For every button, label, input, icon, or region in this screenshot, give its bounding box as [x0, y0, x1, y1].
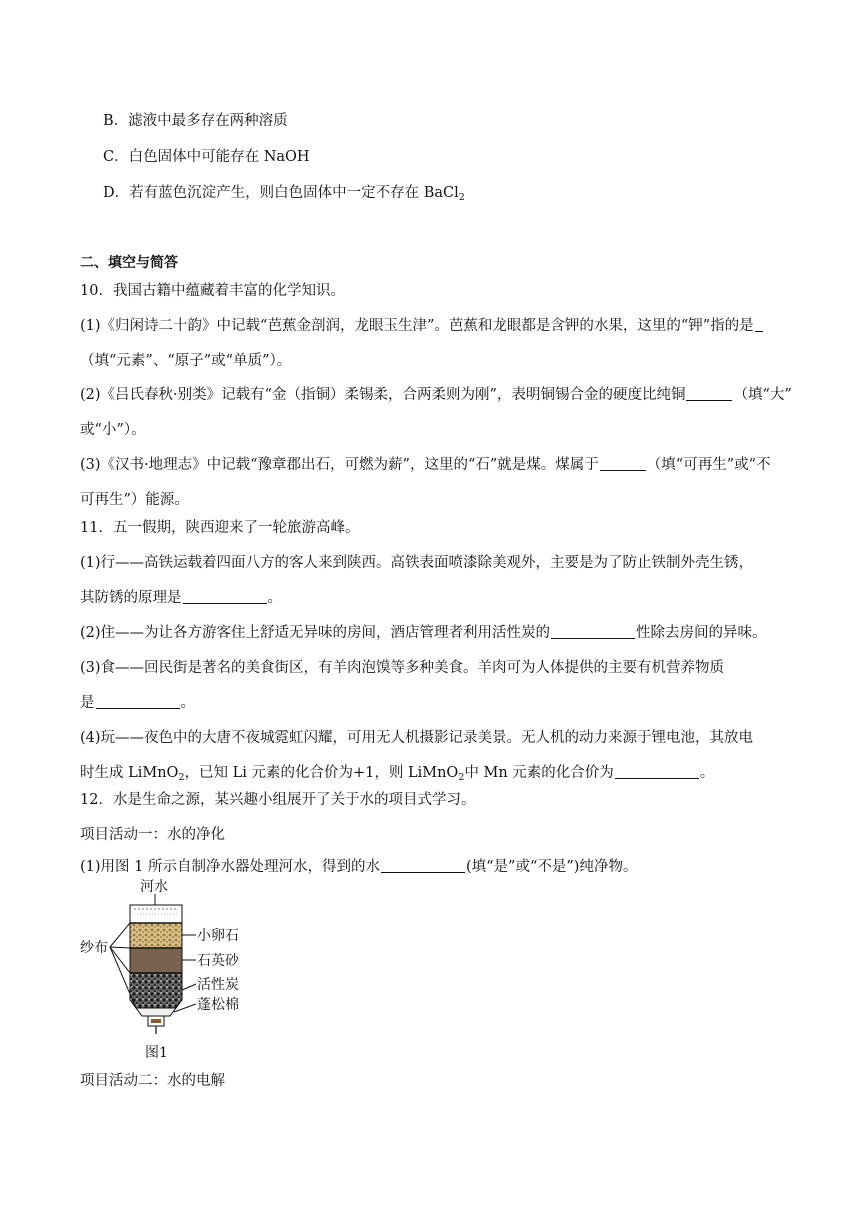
q10-part2-hint: （填“大” — [733, 387, 792, 403]
q11-part1-line2 — [80, 588, 282, 608]
q11-part1-text: 其防锈的原理是 — [80, 590, 182, 606]
answer-blank[interactable] — [686, 385, 732, 401]
q11-part4-subscript: 2 — [178, 772, 185, 783]
answer-blank[interactable] — [551, 623, 635, 639]
q12-activity2: 项目活动二：水的电解 — [80, 1073, 225, 1089]
q11-part2-line1 — [80, 623, 767, 643]
q11-part4-line2 — [80, 763, 714, 783]
q10-part1-text: (1)《归闲诗二十韵》中记载“芭蕉金剖润，龙眼玉生津”。芭蕉和龙眼都是含钾的水果，这里的“钾”指的是 — [80, 318, 754, 334]
q10-part3-line1 — [80, 455, 771, 475]
q11-part3-line1: (3)食——回民街是著名的美食街区，有羊肉泡馍等多种美食。羊肉可为人体提供的主要有机营养物质 — [80, 660, 725, 676]
water-purifier-figure — [78, 878, 258, 1063]
gauze-label: 纱布 — [80, 940, 108, 956]
q11-part3-text: 是 — [80, 695, 95, 711]
option-d — [103, 183, 465, 203]
figure-caption: 图1 — [145, 1045, 168, 1061]
answer-blank[interactable] — [96, 693, 180, 709]
q11-part4-text-b: ，已知 Li 元素的化合价为+1，则 LiMnO — [184, 765, 459, 781]
q10-part1-line1 — [80, 316, 764, 336]
q11-part4-line1: (4)玩——夜色中的大唐不夜城霓虹闪耀，可用无人机摄影记录美景。无人机的动力来源于锂电池，其放电 — [80, 730, 754, 746]
water-purifier-diagram — [78, 878, 258, 1063]
q11-part4-subscript: 2 — [458, 772, 465, 783]
q10-part1-line2: （填“元素”、“原子”或“单质”）。 — [80, 353, 292, 369]
pebble-label: 小卵石 — [197, 928, 239, 944]
activated-carbon-label: 活性炭 — [197, 977, 239, 993]
q10-stem: 10．我国古籍中蕴藏着丰富的化学知识。 — [80, 283, 345, 299]
q12-part1-text: (1)用图 1 所示自制净水器处理河水，得到的水 — [80, 859, 380, 875]
q10-part2-text: (2)《吕氏春秋·别类》记载有“金（指铜）柔锡柔，合两柔则为刚”，表明铜锡合金的硬度比纯铜 — [80, 387, 686, 403]
q12-activity1: 项目活动一：水的净化 — [80, 827, 225, 843]
q11-part1-period: 。 — [267, 590, 282, 606]
section-title: 二、填空与简答 — [80, 255, 178, 271]
answer-blank[interactable] — [600, 455, 646, 471]
q12-part1 — [80, 857, 637, 877]
option-c: C．白色固体中可能存在 NaOH — [103, 149, 310, 165]
q11-part4-text-a: 时生成 LiMnO — [80, 765, 179, 781]
q11-part4-text-c: 中 Mn 元素的化合价为 — [464, 765, 614, 781]
river-water-label: 河水 — [140, 879, 168, 895]
q11-part2-tail: 性除去房间的异味。 — [636, 625, 767, 641]
answer-blank[interactable] — [755, 316, 763, 332]
q10-part3-line2: 可再生”）能源。 — [80, 492, 189, 508]
answer-blank[interactable] — [183, 588, 267, 604]
q12-part1-hint: (填“是”或“不是”)纯净物。 — [465, 859, 638, 875]
q11-part2-text: (2)住——为让各方游客住上舒适无异味的房间，酒店管理者利用活性炭的 — [80, 625, 551, 641]
option-d-text: D．若有蓝色沉淀产生，则白色固体中一定不存在 BaCl — [103, 185, 459, 201]
q12-stem: 12．水是生命之源，某兴趣小组展开了关于水的项目式学习。 — [80, 792, 476, 808]
answer-blank[interactable] — [381, 857, 465, 873]
option-b: B．滤液中最多存在两种溶质 — [103, 113, 288, 129]
q11-part4-period: 。 — [699, 765, 715, 781]
q11-part3-line2 — [80, 693, 195, 713]
q11-stem: 11．五一假期，陕西迎来了一轮旅游高峰。 — [80, 520, 360, 536]
q10-part2-line1 — [80, 385, 792, 405]
answer-blank[interactable] — [615, 763, 699, 779]
q11-part1-line1: (1)行——高铁运载着四面八方的客人来到陕西。高铁表面喷漆除美观外，主要是为了防止铁制外壳生锈， — [80, 555, 754, 571]
q10-part3-text: (3)《汉书·地理志》中记载“豫章郡出石，可燃为薪”，这里的“石”就是煤。煤属于 — [80, 457, 599, 473]
quartz-sand-label: 石英砂 — [197, 953, 239, 969]
q11-part3-period: 。 — [180, 695, 195, 711]
option-d-subscript: 2 — [458, 192, 465, 203]
q10-part3-hint: （填“可再生”或“不 — [646, 457, 771, 473]
cotton-label: 蓬松棉 — [197, 997, 239, 1013]
q10-part2-line2: 或“小”）。 — [80, 422, 146, 438]
